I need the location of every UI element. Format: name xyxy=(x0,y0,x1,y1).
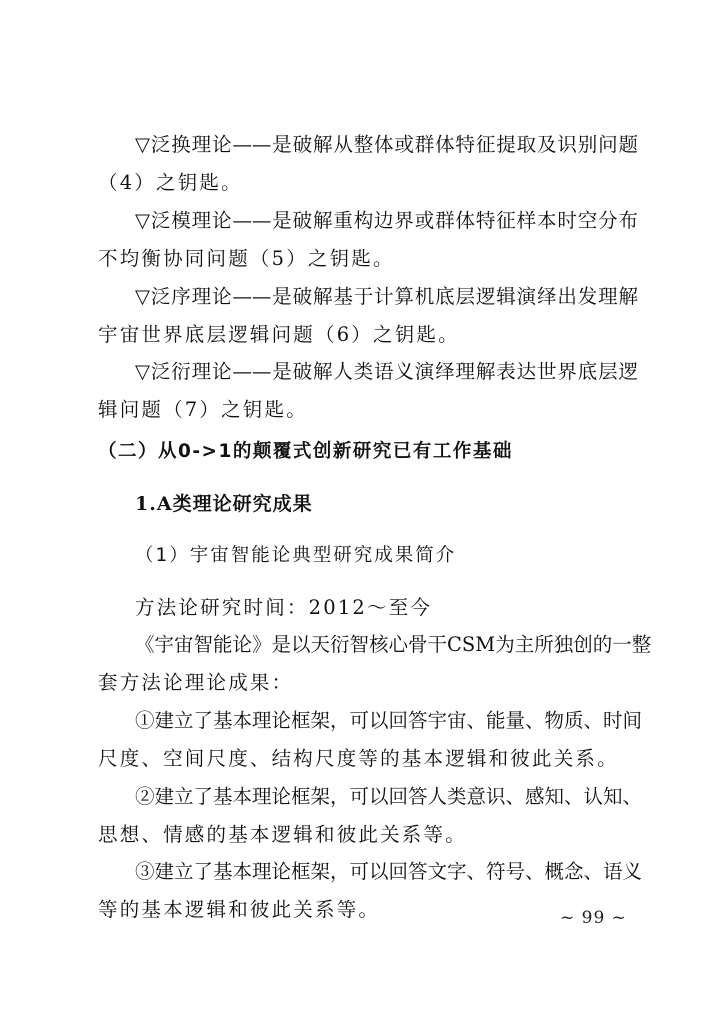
paragraph-line: 《宇宙智能论》是以天衍智核心骨干CSM为主所独创的一整 xyxy=(135,633,652,656)
research-time-line: 方法论研究时间：2012～至今 xyxy=(135,596,433,619)
paragraph-line: ▽泛模理论——是破解重构边界或群体特征样本时空分布 xyxy=(135,209,638,232)
list-item-line: ②建立了基本理论框架，可以回答人类意识、感知、认知、 xyxy=(135,785,643,808)
list-item-line: 思想、情感的基本逻辑和彼此关系等。 xyxy=(98,823,467,846)
paragraph-line: ▽泛换理论——是破解从整体或群体特征提取及识别问题 xyxy=(135,133,638,156)
paragraph-line: （4）之钥匙。 xyxy=(98,171,243,194)
list-item-line: ③建立了基本理论框架，可以回答文字、符号、概念、语义 xyxy=(135,860,643,883)
subsection-heading: 1.A类理论研究成果 xyxy=(135,493,313,515)
paragraph-line: 套方法论理论成果： xyxy=(98,671,294,694)
list-item-line: ①建立了基本理论框架，可以回答宇宙、能量、物质、时间 xyxy=(135,709,643,732)
list-item-line: 尺度、空间尺度、结构尺度等的基本逻辑和彼此关系。 xyxy=(98,747,619,770)
section-heading: （二）从0->1的颠覆式创新研究已有工作基础 xyxy=(98,441,513,462)
paragraph-line: ▽泛衍理论——是破解人类语义演绎理解表达世界底层逻 xyxy=(135,360,638,383)
paragraph-line: 辑问题（7）之钥匙。 xyxy=(98,398,308,421)
paragraph-line: 不均衡协同问题（5）之钥匙。 xyxy=(98,247,395,270)
paragraph-line: 宇宙世界底层逻辑问题（6）之钥匙。 xyxy=(98,323,460,346)
list-item-line: 等的基本逻辑和彼此关系等。 xyxy=(98,898,381,921)
paragraph-line: ▽泛序理论——是破解基于计算机底层逻辑演绎出发理解 xyxy=(135,285,638,308)
subsubsection-heading: （1）宇宙智能论典型研究成果简介 xyxy=(135,545,457,566)
page-number: ~ 99 ~ xyxy=(560,908,627,928)
